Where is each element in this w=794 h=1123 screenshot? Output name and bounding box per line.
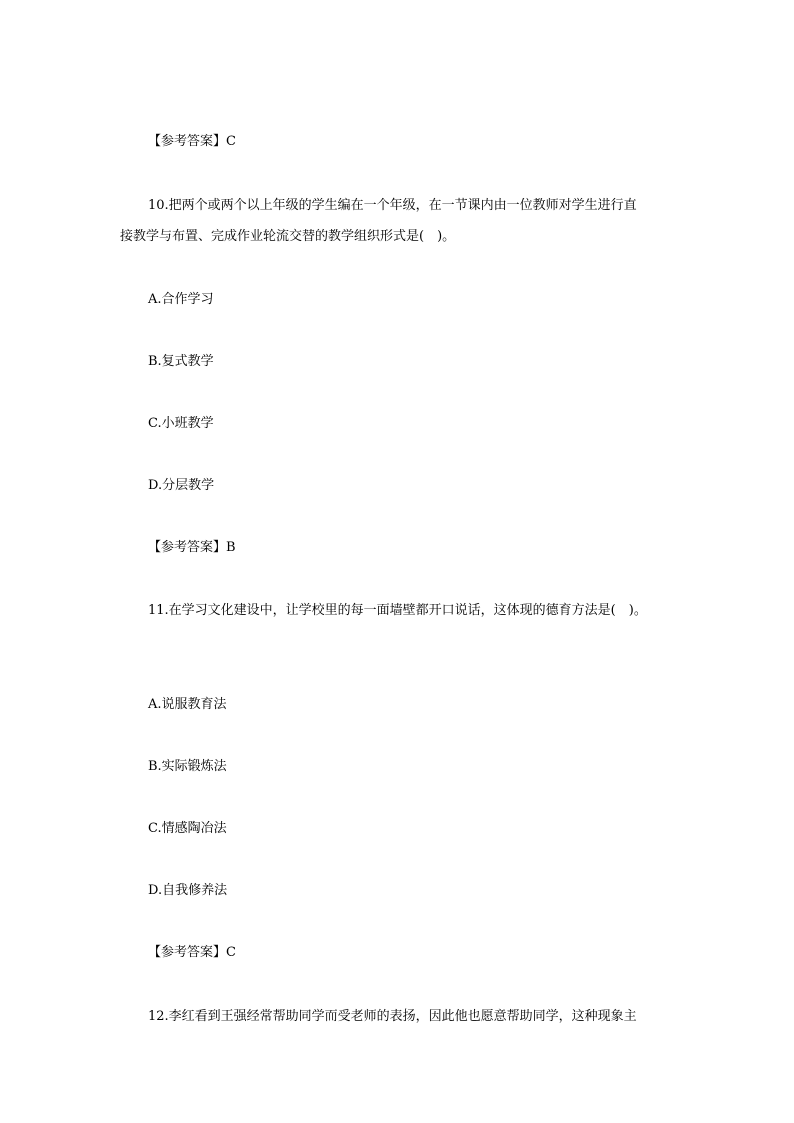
answer-key-q10: 【参考答案】B [148,540,236,555]
question-11-option-c: C.情感陶冶法 [148,821,227,836]
question-11-option-d: D.自我修养法 [148,883,228,898]
question-12-line-1: 12.李红看到王强经常帮助同学而受老师的表扬，因此他也愿意帮助同学，这种现象主 [148,1009,637,1024]
question-10-line-1: 10.把两个或两个以上年级的学生编在一个年级，在一节课内由一位教师对学生进行直 [148,198,637,213]
question-10-option-a: A.合作学习 [148,292,214,307]
answer-key-prev: 【参考答案】C [148,134,236,149]
question-10-option-d: D.分层教学 [148,478,215,493]
question-11-option-a: A.说服教育法 [148,697,227,712]
question-10-line-2: 接教学与布置、完成作业轮流交替的教学组织形式是( )。 [120,229,456,244]
question-11-option-b: B.实际锻炼法 [148,759,227,774]
question-10-option-b: B.复式教学 [148,354,214,369]
answer-key-q11: 【参考答案】C [148,945,236,960]
question-11-line-1: 11.在学习文化建设中，让学校里的每一面墙壁都开口说话，这体现的德育方法是( )。 [148,603,647,618]
question-10-option-c: C.小班教学 [148,416,214,431]
